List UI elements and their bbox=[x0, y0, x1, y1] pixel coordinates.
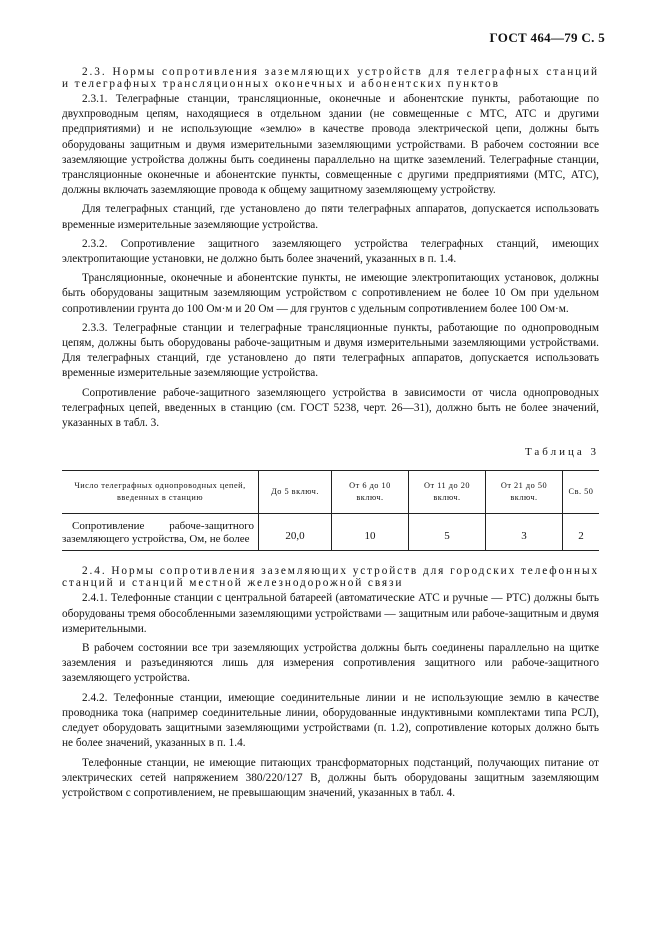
table-row-label: Сопротивление рабоче-защитного заземляющего устройства, Ом, не более bbox=[62, 514, 259, 551]
paragraph: 2.4.1. Телефонные станции с центральной батареей (автоматические АТС и ручные — РТС) должны быть оборудованы тремя обособленными заземляющими устройствами — защитным или рабоче-защитным и двумя измерительными. bbox=[62, 592, 599, 635]
table-header-row bbox=[62, 471, 599, 514]
table-header-cell: Св. 50 bbox=[563, 471, 600, 514]
table-cell: 3 bbox=[486, 514, 563, 551]
table-3 bbox=[62, 470, 599, 551]
paragraph: В рабочем состоянии все три заземляющих устройства должны быть соединены параллельно на щитке заземления и разъединяются лишь для измерения сопротивления защитного или рабоче-защитного заземляющего устройства. bbox=[62, 642, 599, 685]
top-paragraphs bbox=[62, 66, 599, 431]
paragraph: Для телеграфных станций, где установлено до пяти телеграфных аппаратов, допускается использовать временные измерительные заземляющие устройства. bbox=[62, 203, 599, 231]
page-header: ГОСТ 464—79 С. 5 bbox=[489, 30, 605, 45]
table-row bbox=[62, 514, 599, 551]
table-cell: 20,0 bbox=[259, 514, 332, 551]
paragraph: Трансляционные, оконечные и абонентские пункты, не имеющие электропитающих установок, должны быть оборудованы защитным заземляющим устройством с сопротивлением не более 10 Ом при удельном сопротивлении грунта до 100 Ом·м и 20 Ом — для грунтов с удельным сопротивлением более 100 Ом·м. bbox=[62, 272, 599, 315]
paragraph: Телефонные станции, не имеющие питающих трансформаторных подстанций, получающих питание от электрических сетей напряжением 380/220/127 В, должны быть оборудованы защитным заземляющим устройством с сопротивлением, не превышающим значений, указанных в табл. 4. bbox=[62, 756, 599, 799]
table-header-cell: Число телеграфных однопроводных цепей, введенных в станцию bbox=[62, 471, 259, 514]
bottom-paragraphs bbox=[62, 565, 599, 801]
section-heading: 2.3. Нормы сопротивления заземляющих устройств для телеграфных станций и телеграфных трансляционных оконечных и абонентских пунктов bbox=[62, 66, 599, 90]
document-body bbox=[62, 66, 599, 805]
paragraph: 2.4.2. Телефонные станции, имеющие соединительные линии и не использующие землю в качестве проводника тока (например соединительные линии, оборудованные индуктивными комплектами типа РСЛ), следует оборудовать защитными заземляющими устройствами (п. 1.2), сопротивление которых должно быть не более значений, указанных в п. 1.4. bbox=[62, 691, 599, 750]
table-header-cell: От 21 до 50 включ. bbox=[486, 471, 563, 514]
paragraph: Сопротивление рабоче-защитного заземляющего устройства в зависимости от числа однопроводных телеграфных цепей, введенных в станцию (см. ГОСТ 5238, черт. 26—31), должно быть не более значений, указанных в табл. 3. bbox=[62, 386, 599, 430]
table-header-cell: До 5 включ. bbox=[259, 471, 332, 514]
table-cell: 5 bbox=[409, 514, 486, 551]
section-heading: 2.4. Нормы сопротивления заземляющих устройств для городских телефонных станций и станций местной железнодорожной связи bbox=[62, 565, 599, 590]
paragraph: 2.3.1. Телеграфные станции, трансляционные, оконечные и абонентские пункты, работающие по двухпроводным цепям, находящиеся в отдельном здании (не совмещенные с МТС, АТС и другими предприятиями) и не использующие «землю» в качестве провода электрической цепи, должны быть оборудованы защитным и двумя измерительными заземляющими устройствами. В рабочем состоянии все заземляющие устройства должны быть соединены параллельно на щитке заземлений. Телеграфные станции, трансляционные оконечные и абонентские пункты, совмещенные с другими предприятиями (МТС, АТС), должны включать заземляющие провода к общему защитному заземляющему устройству. bbox=[62, 93, 599, 197]
table-header-cell: От 6 до 10 включ. bbox=[332, 471, 409, 514]
paragraph: 2.3.3. Телеграфные станции и телеграфные трансляционные пункты, работающие по однопроводным цепям, должны быть оборудованы рабоче-защитным и двумя измерительными заземляющими устройствами. Для телеграфных станций, где установлено до пяти телеграфных аппаратов, допускается использовать временные измерительные заземляющие устройства. bbox=[62, 321, 599, 380]
table-cell: 10 bbox=[332, 514, 409, 551]
table-header-cell: От 11 до 20 включ. bbox=[409, 471, 486, 514]
paragraph: 2.3.2. Сопротивление защитного заземляющего устройства телеграфных станций, имеющих электропитающие установки, не должно быть более значений, указанных в п. 1.4. bbox=[62, 237, 599, 266]
table-cell: 2 bbox=[563, 514, 600, 551]
table-caption: Таблица 3 bbox=[524, 446, 599, 459]
